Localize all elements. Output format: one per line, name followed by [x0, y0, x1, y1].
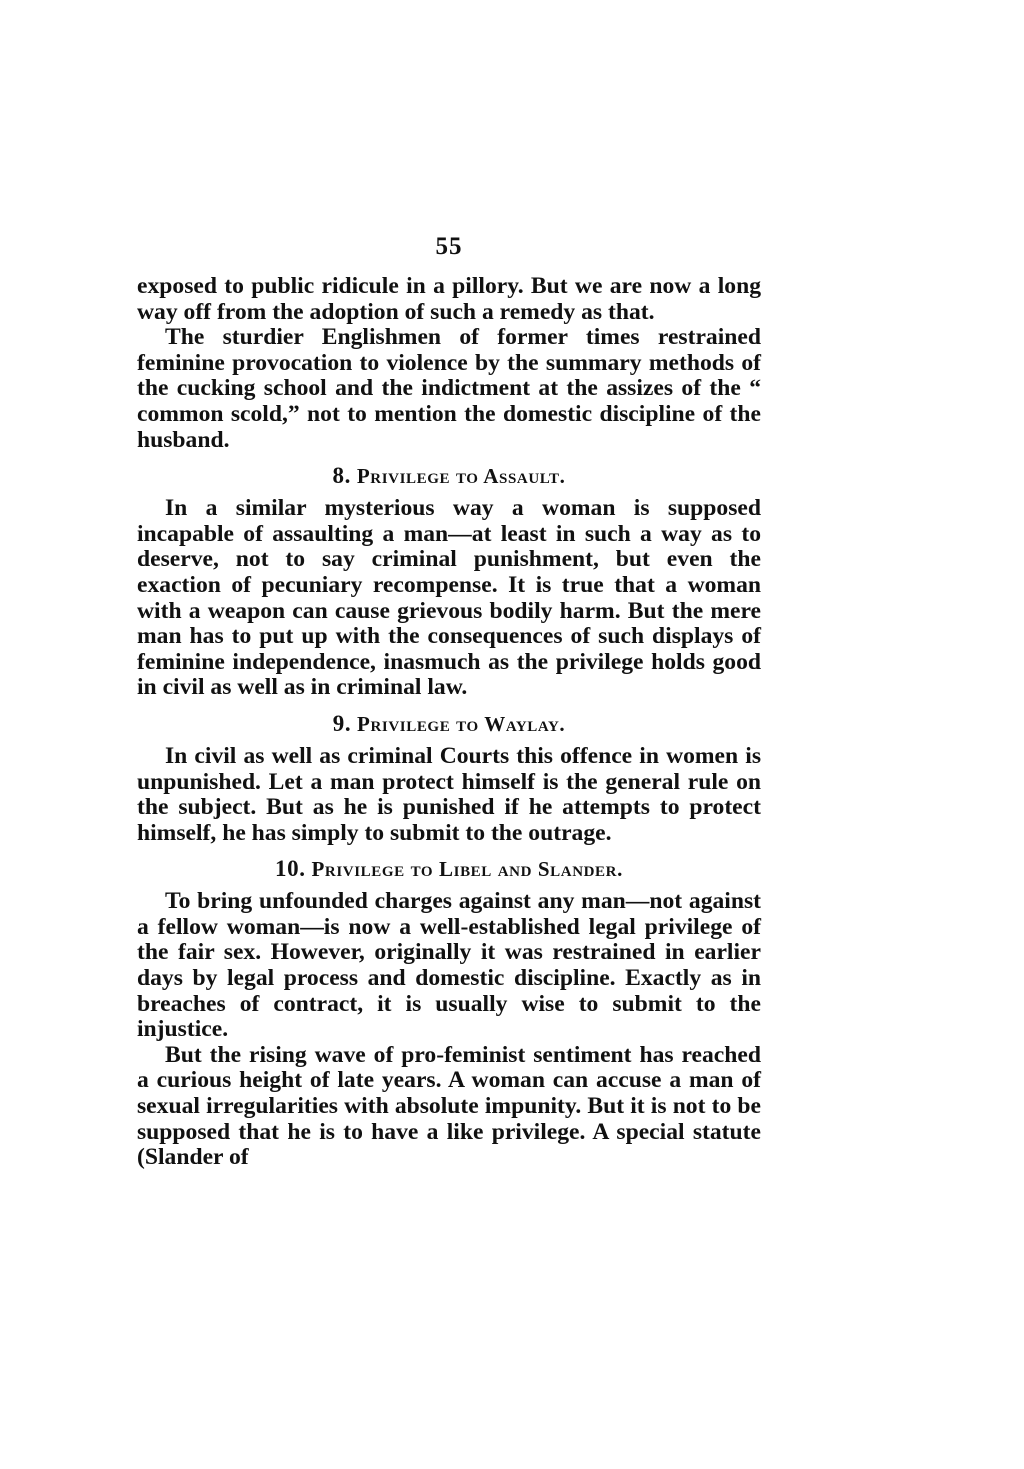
section-title: Privilege to Waylay.	[357, 711, 566, 736]
paragraph-libel: To bring unfounded charges against any man—not against a fellow woman—is now a well-established legal privilege of the fair sex. However, originally it was restrained in earlier days by legal process and domestic discipline. Exactly as in breaches of contract, it is usually wise to submit to the injustice.	[137, 888, 761, 1043]
section-number: 10.	[275, 856, 306, 882]
paragraph-sturdier-englishmen: The sturdier Englishmen of former times restrained feminine provocation to violence by the summary methods of the cucking school and the indictment at the assizes of the “ common scold,” not to mention the domestic discipline of the husband.	[137, 324, 761, 453]
section-title: Privilege to Libel and Slander.	[311, 857, 623, 882]
section-number: 8.	[332, 463, 351, 489]
paragraph-rising-wave: But the rising wave of pro-feminist sentiment has reached a curious height of late years. A woman can accuse a man of sexual irregularities with absolute impunity. But it is not to be supposed that he is to have a like privilege. A special statute (Slander of	[137, 1041, 761, 1171]
section-number: 9.	[332, 710, 352, 736]
book-page	[137, 228, 761, 1171]
paragraph-assault: In a similar mysterious way a woman is supposed incapable of assaulting a man—at least in such a way as to deserve, not to say criminal punishment, but even the exaction of pecuniary recompense. It is true that a woman with a weapon can cause grievous bodily harm. But the mere man has to put up with the consequences of such displays of feminine independence, inasmuch as the privilege holds good in civil as well as in criminal law.	[137, 495, 761, 701]
section-title: Privilege to Assault.	[356, 464, 566, 489]
paragraph-pillory: exposed to public ridicule in a pillory. But we are now a long way off from the adoption of such a remedy as that.	[137, 273, 761, 325]
section-heading-privilege-to-waylay	[137, 711, 761, 737]
paragraph-waylay: In civil as well as criminal Courts this offence in women is unpunished. Let a man protect himself is the general rule on the subject. But as he is punished if he attempts to protect himself, he has simply to submit to the outrage.	[137, 742, 761, 846]
section-heading-privilege-to-libel-and-slander	[137, 856, 761, 882]
page-number: 55	[435, 233, 463, 260]
section-heading-privilege-to-assault	[137, 463, 761, 489]
